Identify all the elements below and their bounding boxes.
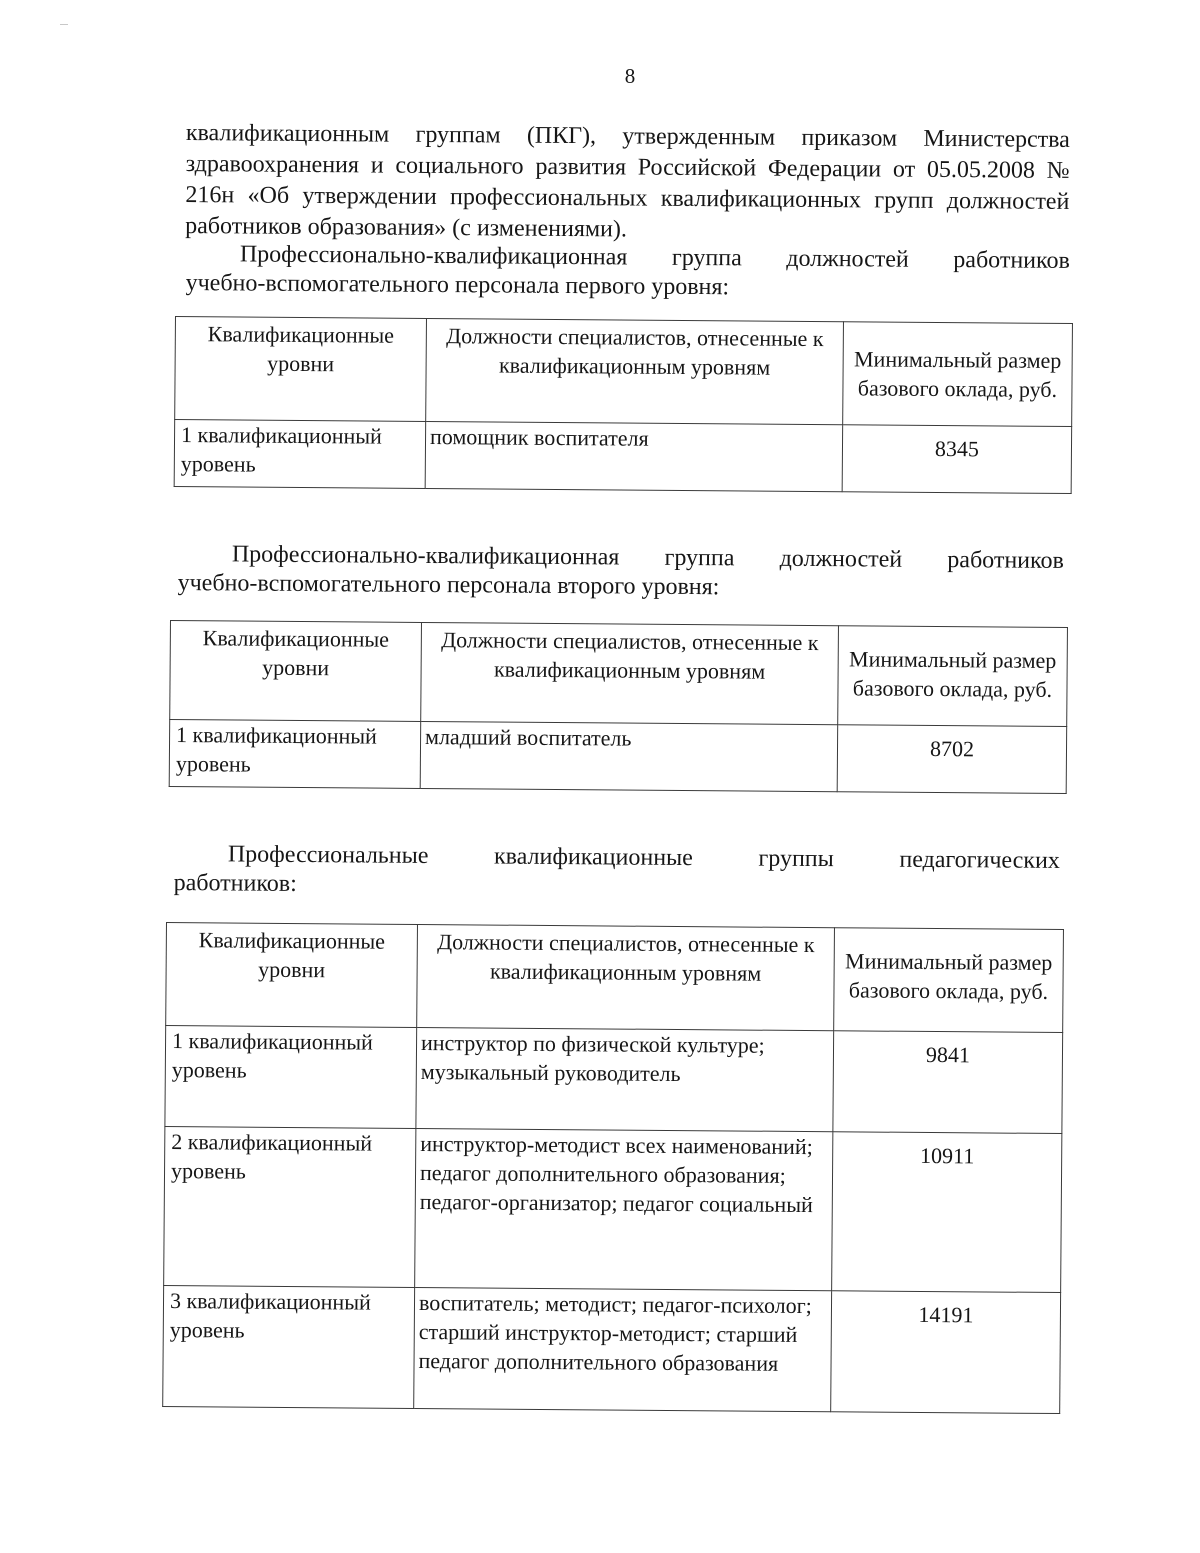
row-positions: воспитатель; методист; педагог-психолог; старший инструктор-методист; старший педагог дополнительного образования: [414, 1287, 832, 1411]
header-salary: Минимальный размер базового оклада, руб.: [834, 928, 1064, 1033]
table-row: [163, 1285, 1061, 1413]
row-salary: 10911: [832, 1132, 1062, 1293]
row-positions: помощник воспитателя: [425, 421, 843, 491]
row-salary: 9841: [833, 1031, 1063, 1134]
table-row: [164, 1126, 1062, 1292]
row-positions: инструктор-методист всех наименований; педагог дополнительного образования; педагог-организатор; педагог социальный: [415, 1128, 833, 1290]
section-1-heading: [186, 240, 1070, 305]
table-header-row: [175, 317, 1073, 427]
header-levels: Квалификационные уровни: [166, 923, 418, 1028]
section-2-heading-line1: Профессионально-квалификационная группа должностей работников: [231, 541, 1064, 574]
header-levels: Квалификационные уровни: [170, 621, 422, 722]
header-salary: Минимальный размер базового оклада, руб.: [843, 322, 1073, 427]
row-level: 2 квалификационный уровень: [164, 1126, 416, 1287]
intro-paragraph: квалификационным группам (ПКГ), утвержденным приказом Министерства здравоохранения и социального развития Российской Федерации от 05.05.2008 № 216н «Об утверждении профессиональных квалификационных групп должностей работников образования» (с изменениями).: [185, 119, 1070, 243]
row-positions: инструктор по физической культуре; музыкальный руководитель: [416, 1027, 834, 1131]
table-first-level: [174, 316, 1073, 494]
section-2-heading: [178, 540, 1064, 605]
table-second-level: [169, 620, 1068, 794]
table-row: [169, 720, 1066, 794]
table-pedagogical: [162, 922, 1064, 1414]
page-number: 8: [624, 64, 636, 88]
header-salary: Минимальный размер базового оклада, руб.: [838, 626, 1068, 727]
table-row: [165, 1026, 1063, 1134]
section-3-heading-line2: работников:: [173, 869, 297, 897]
row-level: 1 квалификационный уровень: [169, 720, 421, 789]
header-positions: Должности специалистов, отнесенные к квалификационным уровням: [426, 318, 844, 424]
section-1-heading-line1: Профессионально-квалификационная группа должностей работников: [239, 241, 1070, 274]
intro-text: [185, 118, 1070, 249]
row-positions: младший воспитатель: [420, 721, 838, 791]
header-levels: Квалификационные уровни: [175, 317, 427, 422]
table-row: [174, 420, 1071, 494]
row-level: 1 квалификационный уровень: [165, 1026, 417, 1129]
scan-artifact: [60, 24, 68, 25]
table-header-row: [170, 621, 1068, 727]
section-1-heading-line2: учебно-вспомогательного персонала первого уровня:: [185, 269, 730, 301]
row-salary: 14191: [831, 1291, 1061, 1414]
row-salary: 8702: [837, 725, 1067, 794]
table-header-row: [166, 923, 1064, 1033]
section-3-heading: [174, 840, 1060, 905]
row-level: 1 квалификационный уровень: [174, 420, 426, 489]
section-2-heading-line2: учебно-вспомогательного персонала второго уровня:: [177, 569, 720, 601]
header-positions: Должности специалистов, отнесенные к квалификационным уровням: [421, 622, 839, 724]
row-level: 3 квалификационный уровень: [163, 1285, 415, 1408]
header-positions: Должности специалистов, отнесенные к квалификационным уровням: [417, 924, 835, 1030]
row-salary: 8345: [842, 425, 1072, 494]
section-3-heading-line1: Профессиональные квалификационные группы педагогических: [227, 841, 1060, 874]
